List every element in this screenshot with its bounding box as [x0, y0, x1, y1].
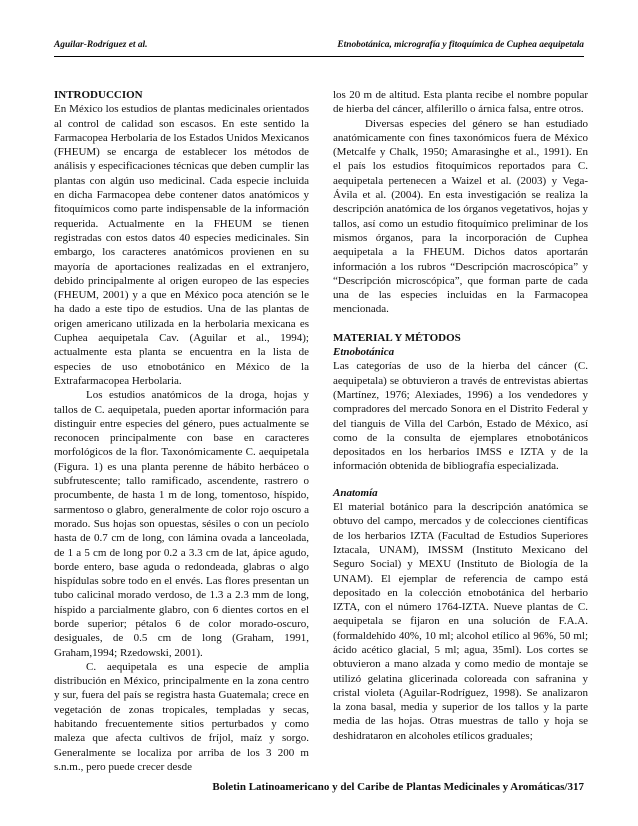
- paragraph-intro-2: Los estudios anatómicos de la droga, hojas y tallos de C. aequipetala, pueden aportar información para distinguir entre especies del género, pues actualmente se reconocen principalmente con base en caracteres morfológicos de la flor. Taxonómicamente C. aequipetala (Figura. 1) es una planta perenne de hábito herbáceo o subfrutescente; tallo ramificado, ascendente, rastrero o procumbente, de hasta 1 m de long, tomentoso, híspido, sarmentoso o glabro, generalmente de color rojo oscuro a morado. Sus hojas son opuestas, sésiles o con un pecíolo hasta de 0.7 cm de long, con lámina ovada a lanceolada, de 1 a 5 cm de long por 0.2 a 3.3 cm de lat, ápice agudo, borde entero, base aguda o redondeada, glabras o algo hispídulas sobre todo en el envés. Las flores presentan un tubo calicinal morado verdoso, de 1.3 a 2.3 mm de long, híspido a parcialmente glabro, con 6 dientes cortos en el borde superior; pétalos 6 de color morado-oscuro, desiguales, de 0.5 cm de long (Graham, 1991, Graham,1994; Rzedowski, 2001).: [54, 389, 309, 659]
- paragraph-anatomy: El material botánico para la descripción anatómica se obtuvo del campo, mercados y de colecciones científicas de los herbarios IZTA (Facultad de Estudios Superiores Iztacala, UNAM), IMSSM (Instituto Mexicano del Seguro Social) y MEXU (Instituto de Biología de la UNAM). El ejemplar de referencia de campo está depositado en la colección etnobotánica del herbario IZTA, con el número 1764-IZTA. Nueve plantas de C. aequipetala se fijaron en una solución de F.A.A. (formaldehído 40%, 10 ml; alcohol etílico al 96%, 50 ml; ácido acético glacial, 5 ml; agua, 35ml). Los cortes se obtuvieron a mano alzada y como medio de montaje se utilizó gelatina glicerinada coloreada con safranina y cristal violeta (Aguilar-Rodríguez, 1998). Se analizaron la zona basal, media y superior de los tallos y la parte media de las hojas. Otras muestras de tallo y hoja se deshidrataron en alcoholes etílicos graduales;: [333, 501, 588, 742]
- journal-footer: Boletin Latinoamericano y del Caribe de Plantas Medicinales y Aromáticas/317: [212, 781, 584, 793]
- running-header: [54, 40, 584, 56]
- paragraph-intro-1: En México los estudios de plantas medicinales orientados al control de calidad son escasos. En este sentido la Farmacopea Herbolaria de los Estados Unidos Mexicanos (FHEUM) se encarga de establecer los métodos de análisis y especificaciones técnicas que deben cumplir las plantas con algún uso medicinal. Cada especie incluida en dicha Farmacopea debe contener datos anatómicos y fitoquímicos como parte indispensable de la información requerida. Actualmente en la FHEUM se tienen registradas con estos datos 40 especies medicinales. Sin embargo, los caracteres anatómicos provienen en su mayoría de aportaciones realizadas en el extranjero, debido principalmente al origen europeo de las especies (FHEUM, 2001) y a que en México poca atención se le ha dado a este tipo de estudios. Una de las plantas de origen americano utilizada en la herbolaria mexicana es Cuphea aequipetala Cav. (Aguilar et al., 1994); actualmente esta planta se encuentra en la lista de especies de uso etnobotánico en México de la Extrafarmacopea Herbolaria.: [54, 103, 309, 387]
- paragraph-ethnobotany: Las categorías de uso de la hierba del cáncer (C. aequipetala) se obtuvieron a través de entrevistas abiertas (Martínez, 1976; Alexiades, 1996) a los vendedores y compradores del mercado Sonora en el Distrito Federal y del tianguis de Villa del Carbón, Estado de México, así como de la consulta de ejemplares etnobotánicos depositados en los herbarios IMSS e IZTA y de la información obtenida de bibliografía especializada.: [333, 360, 588, 473]
- header-rule: [54, 56, 584, 57]
- paragraph-right-1: los 20 m de altitud. Esta planta recibe el nombre popular de hierba del cáncer, alfilerillo o árnica falsa, entre otros.: [333, 89, 588, 116]
- header-title: Etnobotánica, micrografía y fitoquímica de Cuphea aequipetala: [337, 40, 584, 50]
- subheading-anatomy: Anatomía: [333, 486, 378, 499]
- paragraph-intro-3: C. aequipetala es una especie de amplia distribución en México, principalmente en la zona centro y sur, fuera del país se registra hasta Guatemala; crece en vegetación de zonas tropicales, templadas y secas, habitando frecuentemente sitios perturbados y como maleza que afecta cultivos de fríjol, maíz y sorgo. Generalmente se localiza por arriba de los 3 200 m s.n.m., pero puede crecer desde: [54, 660, 309, 773]
- paragraph-right-2: Diversas especies del género se han estudiado anatómicamente con fines taxonómicos fuera de México (Metcalfe y Chalk, 1950; Amarasinghe et al., 1991). En el país los estudios fitoquímicos reportados para C. aequipetala pertenecen a Waizel et al. (2003) y Vega-Ávila et al. (2004). En esta investigación se realiza la descripción anatómica de los órganos vegetativos, hojas y tallos, así como un estudio fitoquímico preliminar de los mismos órganos, para la incorporación de Cuphea aequipetala a la FHEUM. Dichos datos aportarán información a los rubros “Descripción macroscópica” y “Descripción microscópica”, que forman parte de cada una de las especies incluidas en la Farmacopea mencionada.: [333, 117, 588, 316]
- section-heading-introduction: INTRODUCCION: [54, 89, 143, 101]
- section-heading-methods: MATERIAL Y MÉTODOS: [333, 331, 461, 344]
- right-column: [333, 88, 588, 743]
- subheading-ethnobotany: Etnobotánica: [333, 346, 395, 359]
- header-authors: Aguilar-Rodríguez et al.: [54, 40, 148, 50]
- left-column: [54, 88, 309, 774]
